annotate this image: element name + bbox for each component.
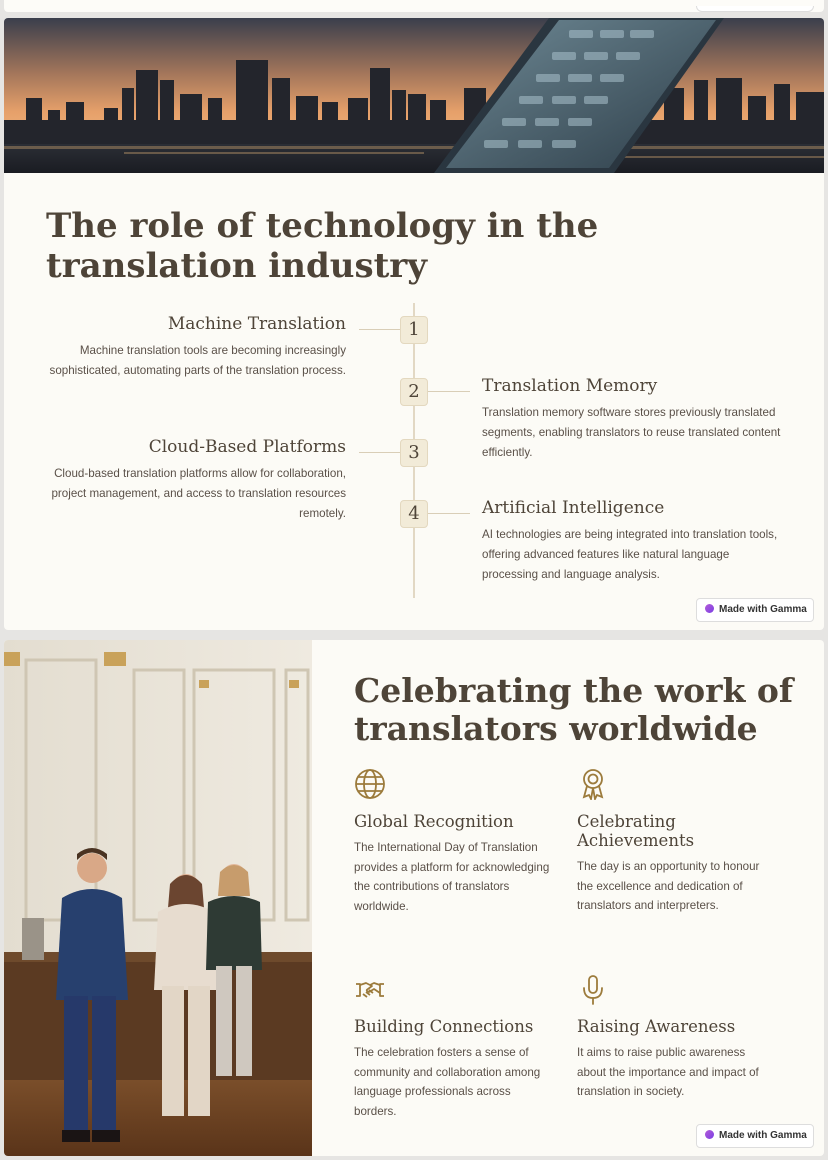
page-title: The role of technology in the translation industry bbox=[46, 206, 599, 286]
timeline-item-title: Translation Memory bbox=[482, 376, 658, 396]
made-with-gamma-badge[interactable] bbox=[696, 1124, 814, 1148]
timeline-connector bbox=[359, 452, 401, 453]
timeline-step-number: 2 bbox=[400, 378, 428, 406]
badge-label: Made with Gamma bbox=[719, 604, 807, 615]
timeline-connector bbox=[428, 391, 470, 392]
feature-title: Building Connections bbox=[354, 1017, 534, 1036]
timeline-item-description: Translation memory software stores previously translated segments, enabling translators to reuse translated content efficiently. bbox=[482, 406, 781, 459]
page-title: Celebrating the work of translators worldwide bbox=[354, 671, 794, 748]
award-icon bbox=[577, 768, 609, 800]
gamma-logo-icon bbox=[705, 1130, 714, 1139]
globe-icon bbox=[354, 768, 386, 800]
timeline-step-number: 4 bbox=[400, 500, 428, 528]
feature-title: Global Recognition bbox=[354, 812, 514, 831]
previous-slide-edge bbox=[4, 0, 824, 12]
feature-description: It aims to raise public awareness about the importance and impact of translation in society. bbox=[577, 1046, 759, 1099]
timeline-item-description: AI technologies are being integrated into translation tools, offering advanced features like natural language processing and language analysis. bbox=[482, 528, 778, 581]
timeline-step-number: 3 bbox=[400, 439, 428, 467]
made-with-gamma-badge[interactable] bbox=[696, 598, 814, 622]
badge-label: Made with Gamma bbox=[719, 1130, 807, 1141]
timeline-connector bbox=[359, 329, 401, 330]
microphone-icon bbox=[577, 974, 609, 1006]
feature-title: Celebrating Achievements bbox=[577, 812, 695, 850]
city-skyline-image bbox=[4, 18, 824, 173]
timeline-connector bbox=[428, 513, 470, 514]
gamma-logo-icon bbox=[705, 604, 714, 613]
timeline-item-title: Artificial Intelligence bbox=[482, 498, 665, 518]
previous-badge-edge bbox=[696, 6, 814, 12]
feature-description: The day is an opportunity to honour the excellence and dedication of translators and interpreters. bbox=[577, 860, 760, 913]
timeline-item-title: Machine Translation bbox=[167, 314, 346, 334]
timeline-step-number: 1 bbox=[400, 316, 428, 344]
slide-celebrating bbox=[4, 640, 824, 1156]
feature-description: The celebration fosters a sense of community and collaboration among language professionals across borders. bbox=[354, 1046, 541, 1118]
feature-description: The International Day of Translation provides a platform for acknowledging the contributions of translators worldwide. bbox=[354, 841, 550, 913]
translators-photo bbox=[4, 640, 312, 1156]
timeline-item-description: Cloud-based translation platforms allow for collaboration, project management, and access to translation resources remotely. bbox=[51, 467, 346, 520]
feature-title: Raising Awareness bbox=[577, 1017, 736, 1036]
timeline-item-description: Machine translation tools are becoming increasingly sophisticated, automating parts of the translation process. bbox=[49, 344, 346, 377]
handshake-icon bbox=[354, 974, 386, 1006]
slide-technology bbox=[4, 18, 824, 630]
timeline-item-title: Cloud-Based Platforms bbox=[148, 437, 346, 457]
